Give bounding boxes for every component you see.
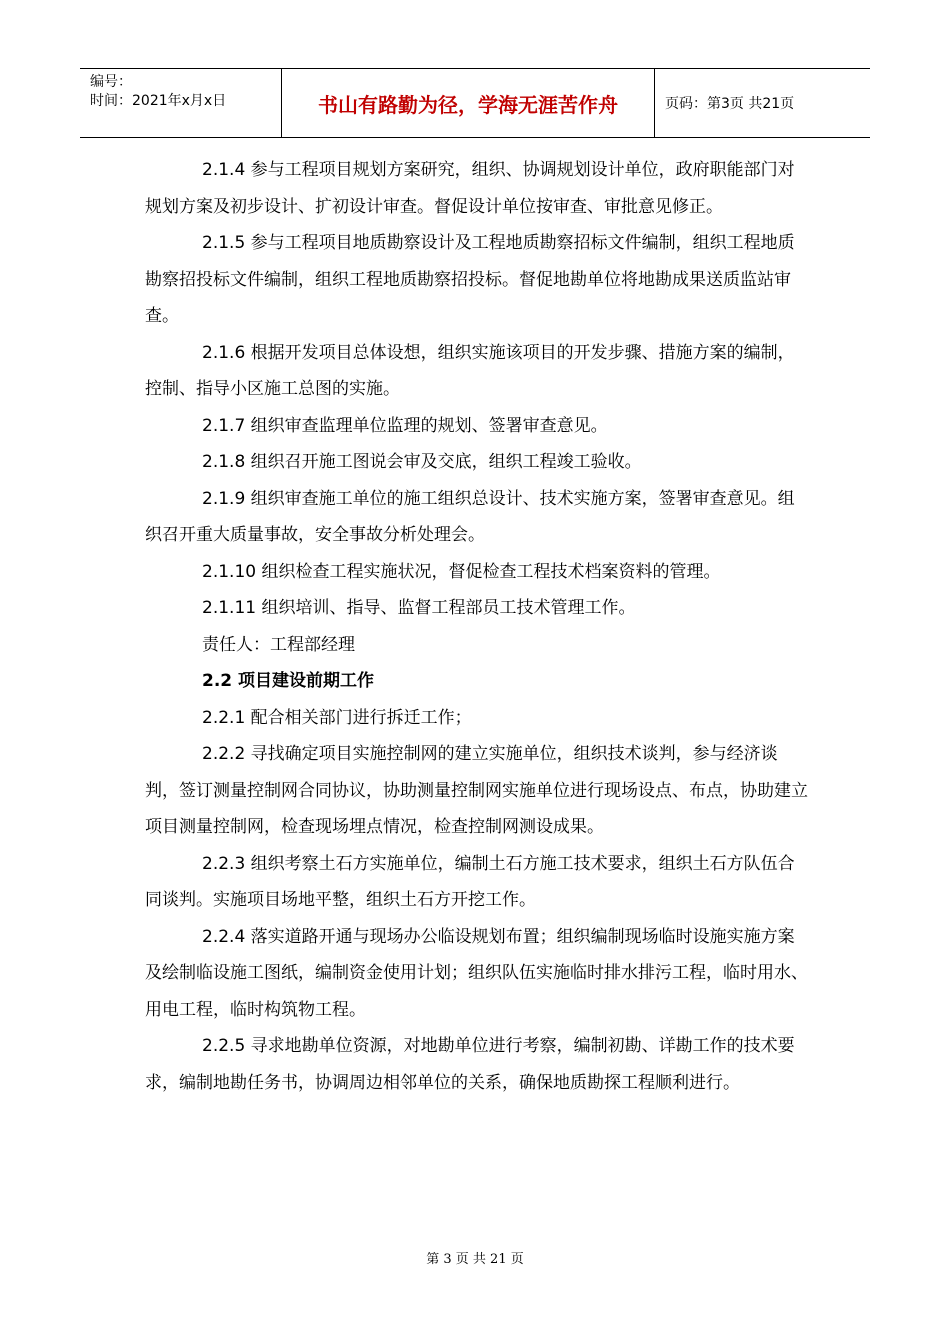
page-header xyxy=(80,68,870,138)
paragraph: 2.2.5 寻求地勘单位资源，对地勘单位进行考察，编制初勘、详勘工作的技术要求，编制地勘任务书，协调周边相邻单位的关系，确保地质勘探工程顺利进行。 xyxy=(145,1036,795,1093)
paragraph: 2.2.2 寻找确定项目实施控制网的建立实施单位，组织技术谈判，参与经济谈判，签订测量控制网合同协议，协助测量控制网实施单位进行现场设点、布点，协助建立项目测量控制网，检查现场埋点情况，检查控制网测设成果。 xyxy=(145,744,808,837)
section-heading: 2.2 项目建设前期工作 xyxy=(202,671,375,691)
paragraph: 2.1.8 组织召开施工图说会审及交底，组织工程竣工验收。 xyxy=(202,452,642,472)
header-meta xyxy=(80,69,282,137)
document-body xyxy=(145,152,810,1101)
paragraph: 2.1.5 参与工程项目地质勘察设计及工程地质勘察招标文件编制，组织工程地质勘察招投标文件编制，组织工程地质勘察招投标。督促地勘单位将地勘成果送质监站审查。 xyxy=(145,233,795,326)
paragraph: 2.2.3 组织考察土石方实施单位，编制土石方施工技术要求，组织土石方队伍合同谈判。实施项目场地平整，组织土石方开挖工作。 xyxy=(145,853,795,910)
paragraph: 2.1.11 组织培训、指导、监督工程部员工技术管理工作。 xyxy=(202,598,636,618)
header-motto: 书山有路勤为径，学海无涯苦作舟 xyxy=(282,69,655,137)
paragraph: 2.2.1 配合相关部门进行拆迁工作； xyxy=(202,707,472,728)
paragraph: 2.1.7 组织审查监理单位监理的规划、签署审查意见。 xyxy=(202,415,608,436)
paragraph: 2.1.9 组织审查施工单位的施工组织总设计、技术实施方案，签署审查意见。组织召开重大质量事故，安全事故分析处理会。 xyxy=(145,488,795,545)
paragraph: 责任人：工程部经理 xyxy=(202,634,355,655)
paragraph: 2.2.4 落实道路开通与现场办公临设规划布置；组织编制现场临时设施实施方案及绘制临设施工图纸，编制资金使用计划；组织队伍实施临时排水排污工程，临时用水、用电工程，临时构筑物工程。 xyxy=(145,926,808,1020)
paragraph: 2.1.10 组织检查工程实施状况，督促检查工程技术档案资料的管理。 xyxy=(202,561,721,582)
header-page-info: 页码：第3页 共21页 xyxy=(665,96,795,112)
paragraph: 2.1.4 参与工程项目规划方案研究，组织、协调规划设计单位，政府职能部门对规划方案及初步设计、扩初设计审查。督促设计单位按审查、审批意见修正。 xyxy=(145,160,795,217)
number-label: 编号： xyxy=(90,74,132,90)
time-label: 时间：2021年x月x日 xyxy=(90,93,227,109)
page-footer: 第 3 页 共 21 页 xyxy=(426,1252,524,1267)
paragraph: 2.1.6 根据开发项目总体设想，组织实施该项目的开发步骤、措施方案的编制，控制、指导小区施工总图的实施。 xyxy=(145,342,795,399)
